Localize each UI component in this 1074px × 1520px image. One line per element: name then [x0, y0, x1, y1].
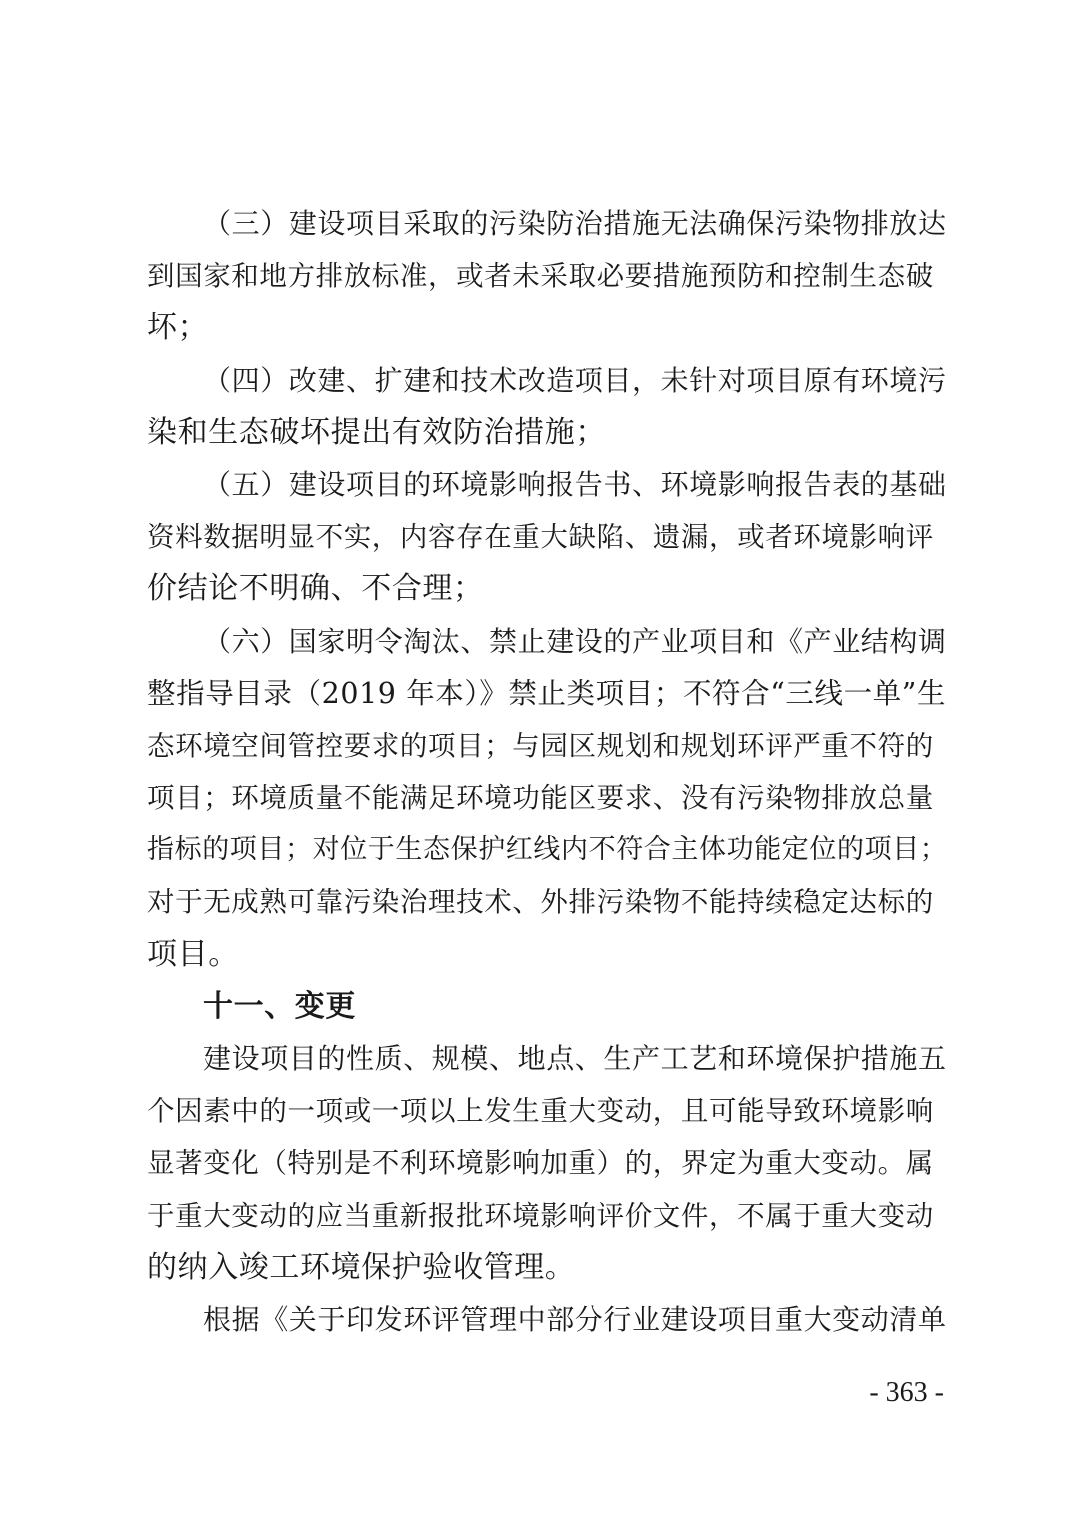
- paragraph-4-line-1: （四）改建、扩建和技术改造项目，未针对项目原有环境污: [203, 363, 947, 397]
- paragraph-change-line-5: 的纳入竣工环境保护验收管理。: [147, 1249, 576, 1285]
- paragraph-basis-line-1: 根据《关于印发环评管理中部分行业建设项目重大变动清单: [203, 1302, 947, 1336]
- paragraph-6-line-2: 整指导目录（2019 年本）》禁止类项目；不符合“三线一单”生: [147, 676, 947, 710]
- paragraph-6-line-3: 态环境空间管控要求的项目；与园区规划和规划环评严重不符的: [147, 729, 934, 762]
- paragraph-change-line-4: 于重大变动的应当重新报批环境影响评价文件，不属于重大变动: [147, 1199, 934, 1232]
- paragraph-5-line-3: 价结论不明确、不合理；: [147, 571, 484, 607]
- page-number: - 363 -: [869, 1377, 944, 1408]
- paragraph-3-line-3: 坏；: [147, 310, 209, 346]
- paragraph-4-line-2: 染和生态破坏提出有效防治措施；: [147, 414, 606, 450]
- paragraph-change-line-1: 建设项目的性质、规模、地点、生产工艺和环境保护措施五: [203, 1042, 947, 1075]
- body-text: [147, 198, 947, 1346]
- paragraph-6-line-7: 项目。: [147, 936, 239, 972]
- paragraph-6-line-1: （六）国家明令淘汰、禁止建设的产业项目和《产业结构调: [203, 624, 947, 658]
- paragraph-6-line-5: 指标的项目；对位于生态保护红线内不符合主体功能定位的项目；: [147, 834, 948, 866]
- paragraph-3-line-1: （三）建设项目采取的污染防治措施无法确保污染物排放达: [203, 207, 947, 240]
- paragraph-5-line-1: （五）建设项目的环境影响报告书、环境影响报告表的基础: [203, 467, 947, 501]
- section-heading: 十一、变更: [203, 988, 356, 1024]
- paragraph-6-line-4: 项目；环境质量不能满足环境功能区要求、没有污染物排放总量: [147, 782, 934, 815]
- paragraph-5-line-2: 资料数据明显不实，内容存在重大缺陷、遗漏，或者环境影响评: [147, 521, 934, 554]
- paragraph-change-line-3: 显著变化（特别是不利环境影响加重）的，界定为重大变动。属: [147, 1147, 934, 1180]
- paragraph-6-line-6: 对于无成熟可靠污染治理技术、外排污染物不能持续稳定达标的: [147, 886, 934, 919]
- paragraph-change-line-2: 个因素中的一项或一项以上发生重大变动，且可能导致环境影响: [147, 1095, 934, 1128]
- paragraph-3-line-2: 到国家和地方排放标准，或者未采取必要措施预防和控制生态破: [147, 260, 934, 293]
